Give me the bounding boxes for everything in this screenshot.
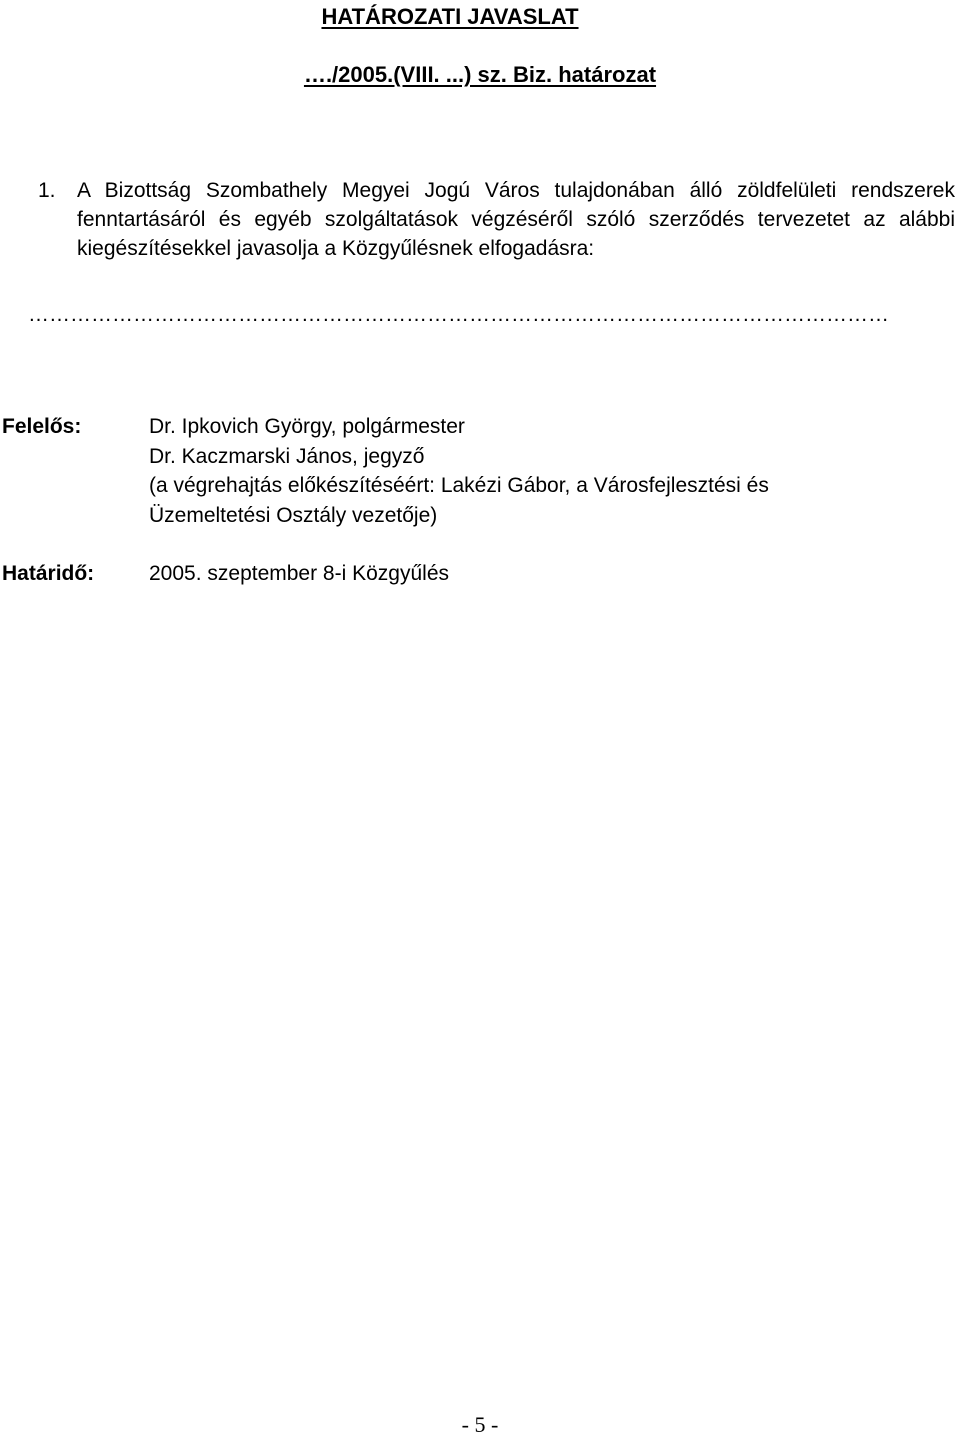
responsible-line: Dr. Kaczmarski János, jegyző <box>149 444 425 468</box>
resolution-number: …./2005.(VIII. ...) sz. Biz. határozat <box>303 62 657 87</box>
item-text: A Bizottság Szombathely Megyei Jogú Város tulajdonában álló zöldfelületi rendszerek fenntartásáról és egyéb szolgáltatások végzéséről szóló szerződés tervezetet az alábbi kiegészítésekkel javasolja a Közgyűlésnek elfogadásra: <box>77 179 955 260</box>
responsible-line: Üzemeltetési Osztály vezetője) <box>149 503 438 527</box>
responsible-label: Felelős: <box>2 415 82 438</box>
page-number: - 5 - <box>461 1412 499 1437</box>
deadline-value: 2005. szeptember 8-i Közgyűlés <box>149 562 449 585</box>
document-title: HATÁROZATI JAVASLAT <box>321 4 579 29</box>
item-number: 1. <box>38 179 56 202</box>
responsible-line: (a végrehajtás előkészítéséért: Lakézi Gábor, a Városfejlesztési és <box>149 474 769 497</box>
responsible-line: Dr. Ipkovich György, polgármester <box>149 415 465 438</box>
responsible-values <box>149 412 949 530</box>
placeholder-dots: …………………………………………………………………………………………………………… <box>28 303 889 326</box>
deadline-label: Határidő: <box>2 562 95 585</box>
